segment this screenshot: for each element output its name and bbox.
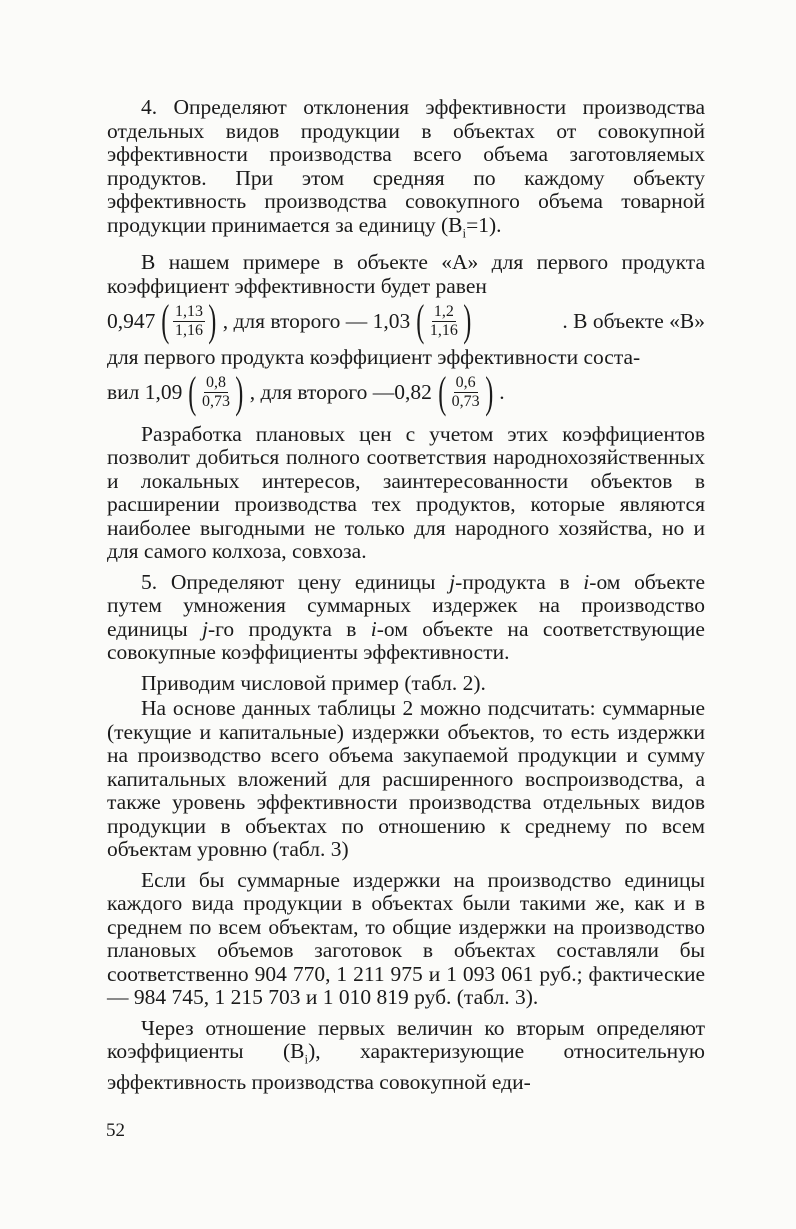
paragraph-5: [107, 571, 705, 665]
index-i: i: [370, 616, 377, 641]
subscript-i: i: [462, 224, 467, 240]
equation-period: .: [499, 380, 505, 405]
index-j: j: [202, 616, 208, 641]
fraction-numerator: 0,8: [206, 374, 227, 392]
coef-a-first: 0,947: [107, 308, 156, 333]
coef-b-first: вил 1,09: [107, 380, 183, 405]
index-i: i: [583, 569, 590, 594]
paragraph-price-development: Разработка плановых цен с учетом этих коэффициентов позволит добиться полного соответствия народнохозяйственных и локальных интересов, заинтересованности объектов в расширении производства тех продуктов, которые являются наиболее выгодными не только для народного хозяйства, но и для самого колхоза, совхоза.: [107, 421, 705, 564]
p5-text-b: -продукта в: [455, 569, 584, 594]
coef-b-second-label: , для второго —0,82: [249, 380, 432, 405]
index-j: j: [449, 569, 456, 594]
page-text-block: [107, 96, 705, 1102]
paragraph-4-text: 4. Определяют отклонения эффективности производства отдельных видов продукции в объектах от совокупной эффективности производства всего объема заготовляемых продуктов. При этом средняя по каждому объекту эффективность производства совокупного объема товарной продукции принимается за единицу (B: [107, 95, 705, 237]
p5-text-a: 5. Определяют цену единицы: [141, 569, 450, 594]
object-b-label: . В объекте «В»: [562, 308, 705, 333]
example-line-3-text: для первого продукта коэффициент эффективности соста-: [107, 345, 641, 370]
p8-text-b: ), характеризующие относительную эффективность производства совокупной еди-: [107, 1039, 705, 1095]
fraction-denominator: 0,73: [451, 393, 480, 411]
fraction-numerator: 1,13: [175, 302, 204, 320]
paragraph-4: [107, 96, 705, 244]
fraction-numerator: 0,6: [455, 374, 476, 392]
example-intro-text: В нашем примере в объекте «А» для первого продукта коэффициент эффективности будет равен: [107, 250, 705, 298]
fraction-denominator: 1,16: [429, 321, 458, 339]
coef-a-second-label: , для второго — 1,03: [222, 308, 411, 333]
paragraph-example-intro: [107, 251, 705, 298]
page-number: 52: [106, 1120, 125, 1141]
paragraph-coefficients: [107, 1017, 705, 1095]
equation-line-object-a: [107, 296, 705, 346]
fraction-denominator: 0,73: [202, 393, 231, 411]
fraction-denominator: 1,16: [175, 321, 204, 339]
fraction-b-first: ( $\frac{0,8}{0,73}$ ): [188, 367, 244, 417]
p5-text-c: -ом объекте путем умножения суммарных издержек на производство единицы: [107, 569, 705, 641]
p5-text-e: -ом объекте на соответствующие совокупные коэффициенты эффективности.: [107, 616, 705, 665]
fraction-a-second: ( $\frac{1,2}{1,16}$ ): [416, 296, 472, 346]
paragraph-costs: Если бы суммарные издержки на производство единицы каждого вида продукции в объектах были такими же, как и в среднем по всем объектам, то общие издержки на производство плановых объемов заготовок в объектах составляли бы соответственно 904 770, 1 211 975 и 1 093 061 руб.; фактические — 984 745, 1 215 703 и 1 010 819 руб. (табл. 3).: [107, 867, 705, 1010]
example-line-3: [107, 346, 705, 370]
paragraph-table-basis: На основе данных таблицы 2 можно подсчитать: суммарные (текущие и капитальные) издержки объектов, то есть издержки на производство всего объема закупаемой продукции и сумму капитальных вложений для расширенного воспроизводства, а также уровень эффективности производства отдельных видов продукции в объектах по отношению к среднему по всем объектам уровню (табл. 3): [107, 696, 705, 862]
equation-line-object-b: [107, 367, 705, 417]
p8-text-a: Через отношение первых величин ко вторым определяют коэффициенты (B: [107, 1015, 705, 1064]
p5-text-d: -го продукта в: [207, 616, 371, 641]
subscript-i: i: [304, 1051, 309, 1067]
fraction-a-first: ( $\frac{1,13}{1,16}$ ): [161, 296, 217, 346]
fraction-numerator: 1,2: [433, 302, 454, 320]
paragraph-example-ref: Приводим числовой пример (табл. 2).: [141, 670, 486, 695]
paragraph-4-end: =1).: [466, 212, 502, 237]
fraction-b-second: ( $\frac{0,6}{0,73}$ ): [438, 367, 493, 417]
